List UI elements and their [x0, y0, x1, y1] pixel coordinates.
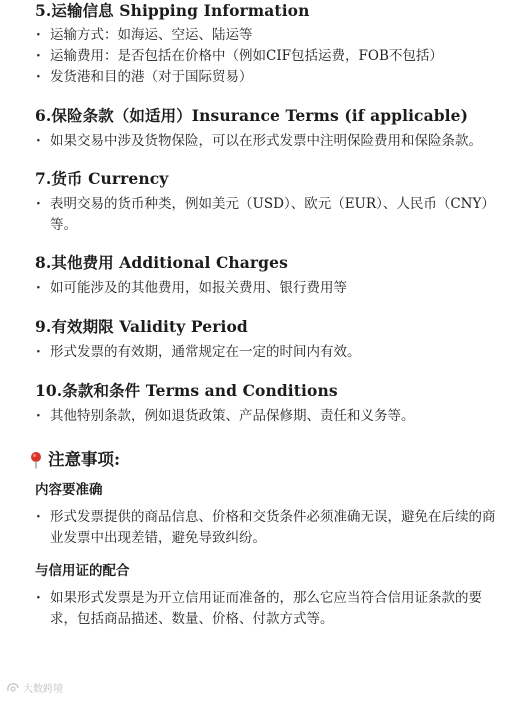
notes-header: [29, 447, 498, 473]
pin-icon: [29, 451, 43, 469]
watermark: [6, 680, 63, 695]
list-item: · 运输费用：是否包括在价格中（例如CIF包括运费，FOB不包括）: [35, 46, 498, 67]
bullet-list: [35, 588, 498, 630]
bullet-list: [35, 507, 498, 549]
list-item: · 其他特别条款，例如退货政策、产品保修期、责任和义务等。: [35, 406, 498, 427]
list-item: · 运输方式：如海运、空运、陆运等: [35, 25, 498, 46]
bullet-list: [35, 25, 498, 88]
list-item: · 表明交易的货币种类，例如美元（USD）、欧元（EUR）、人民币（CNY）等。: [35, 194, 498, 236]
note-letter-of-credit: [35, 560, 498, 630]
section-shipping: [35, 0, 498, 88]
bullet-list: [35, 406, 498, 427]
watermark-text: 大数跨境: [23, 684, 63, 695]
bullet-list: [35, 131, 498, 152]
section-title: 6.保险条款（如适用）Insurance Terms (if applicable): [35, 106, 469, 125]
list-item: · 形式发票的有效期，通常规定在一定的时间内有效。: [35, 342, 498, 363]
notes-title: 注意事项:: [48, 450, 121, 469]
section-title: 10.条款和条件 Terms and Conditions: [35, 381, 338, 400]
note-title: 与信用证的配合: [35, 563, 130, 579]
section-title: 8.其他费用 Additional Charges: [35, 253, 288, 272]
list-item: · 发货港和目的港（对于国际贸易）: [35, 67, 498, 88]
list-item: · 如果形式发票是为开立信用证而准备的，那么它应当符合信用证条款的要求，包括商品描述、数量、价格、付款方式等。: [35, 588, 498, 630]
section-title: 7.货币 Currency: [35, 169, 169, 188]
list-item: · 如果交易中涉及货物保险，可以在形式发票中注明保险费用和保险条款。: [35, 131, 498, 152]
section-insurance: [35, 105, 498, 152]
list-item: · 形式发票提供的商品信息、价格和交货条件必须准确无误，避免在后续的商业发票中出现差错，避免导致纠纷。: [35, 507, 498, 549]
bullet-list: [35, 278, 498, 299]
bullet-list: [35, 342, 498, 363]
list-item: · 如可能涉及的其他费用，如报关费用、银行费用等: [35, 278, 498, 299]
bullet-list: [35, 194, 498, 236]
section-terms: [35, 380, 498, 427]
watermark-logo-icon: [6, 682, 20, 694]
note-title: 内容要准确: [35, 482, 103, 498]
section-additional-charges: [35, 252, 498, 299]
note-accuracy: [35, 479, 498, 549]
notes-section: [35, 447, 498, 630]
section-title: 9.有效期限 Validity Period: [35, 317, 248, 336]
section-title: 5.运输信息 Shipping Information: [35, 1, 310, 20]
section-currency: [35, 168, 498, 236]
section-validity: [35, 316, 498, 363]
